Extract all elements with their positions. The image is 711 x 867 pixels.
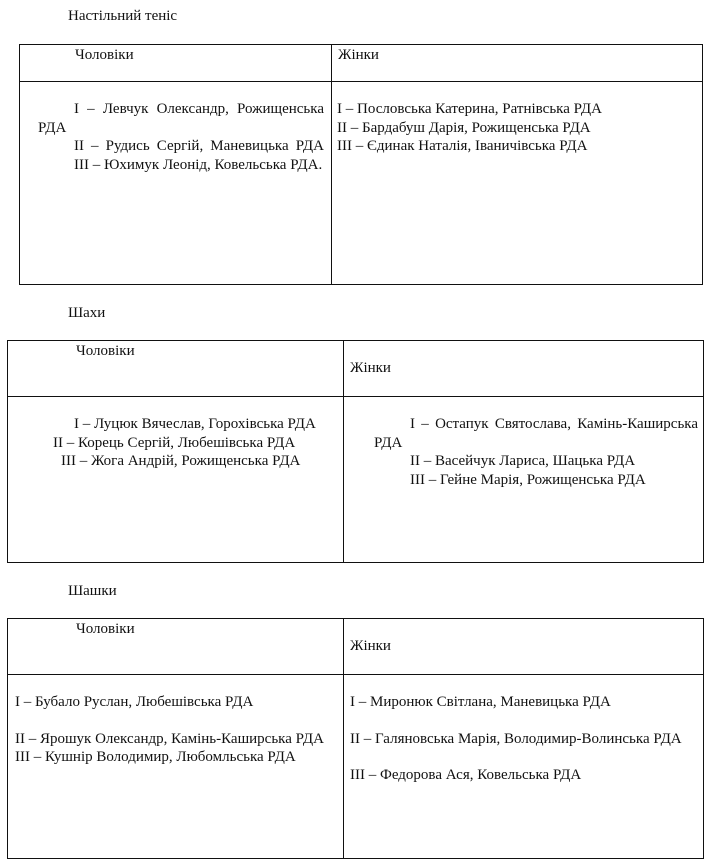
men-results: [15, 693, 337, 767]
section-title-chess: Шахи: [68, 305, 106, 321]
header-divider: [20, 81, 702, 82]
men-place-3: III – Кушнір Володимир, Любомльська РДА: [15, 749, 296, 765]
column-divider: [343, 619, 344, 858]
women-header: Жінки: [338, 47, 379, 63]
section-title-table-tennis: Настільний теніс: [68, 8, 178, 24]
header-divider: [8, 674, 703, 675]
women-results: [337, 100, 697, 156]
women-place-3: III – Єдинак Наталія, Іваничівська РДА: [337, 138, 588, 154]
men-place-3: III – Юхимук Леонід, Ковельська РДА.: [74, 156, 323, 173]
women-results: [350, 693, 700, 785]
men-place-2: II – Корець Сергій, Любешівська РДА: [53, 434, 296, 451]
women-place-2: II – Васейчук Лариса, Шацька РДА: [410, 453, 636, 469]
men-header: Чоловіки: [76, 621, 135, 637]
men-place-1: I – Луцюк Вячеслав, Горохівська РДА: [74, 416, 316, 432]
men-place-2: II – Ярошук Олександр, Камінь-Каширська РДА: [15, 730, 324, 747]
women-place-1: I – Остапук Святослава, Камінь-Каширська РДА: [374, 416, 698, 451]
women-header: Жінки: [350, 638, 391, 654]
men-results: [38, 100, 324, 174]
men-results: [53, 415, 343, 471]
men-place-1: I – Бубало Руслан, Любешівська РДА: [15, 694, 254, 710]
women-place-2: II – Галяновська Марія, Володимир-Волинська РДА: [350, 730, 682, 747]
header-divider: [8, 396, 703, 397]
checkers-results-table: [7, 618, 704, 859]
table-tennis-results-table: [19, 44, 703, 285]
women-place-2: II – Бардабуш Дарія, Рожищенська РДА: [337, 119, 591, 136]
men-place-1: I – Левчук Олександр, Рожищенська РДА: [38, 101, 324, 136]
chess-results-table: [7, 340, 704, 563]
men-place-3: III – Жога Андрій, Рожищенська РДА: [61, 453, 301, 469]
women-place-1: I – Миронюк Світлана, Маневицька РДА: [350, 694, 611, 710]
men-header: Чоловіки: [75, 47, 134, 63]
women-header: Жінки: [350, 360, 391, 376]
women-place-1: I – Пословська Катерина, Ратнівська РДА: [337, 101, 602, 117]
column-divider: [343, 341, 344, 562]
men-header: Чоловіки: [76, 343, 135, 359]
women-place-3: III – Гейне Марія, Рожищенська РДА: [410, 471, 646, 488]
women-results: [374, 415, 698, 489]
women-place-3: III – Федорова Ася, Ковельська РДА: [350, 767, 582, 783]
section-title-checkers: Шашки: [68, 583, 117, 599]
men-place-2: II – Рудись Сергій, Маневицька РДА: [74, 138, 324, 154]
